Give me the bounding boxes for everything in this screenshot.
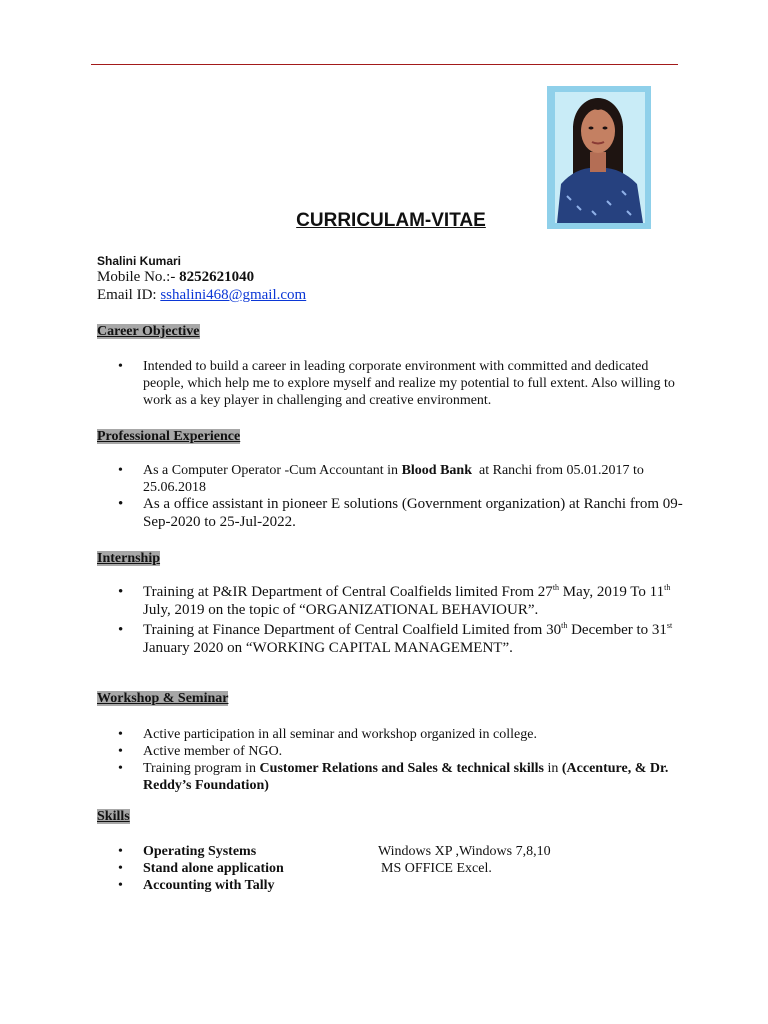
skills-heading-text: Skills	[97, 809, 130, 824]
internship-1-text-a: Training at P&IR Department of Central Coalfields limited From 27	[143, 584, 553, 600]
internship-2-text-c: January 2020 on “WORKING CAPITAL MANAGEMENT”.	[143, 639, 513, 656]
bullet-icon: •	[118, 496, 124, 512]
internship-list	[118, 583, 688, 657]
internship-2-sup-1: th	[561, 621, 568, 630]
list-item	[118, 760, 688, 794]
bullet-icon: •	[118, 584, 124, 600]
list-item	[118, 583, 688, 619]
experience-1-suffix: at Ranchi from 05.01.2017 to 25.06.2018	[143, 463, 644, 495]
bullet-icon: •	[118, 844, 123, 859]
internship-2-sup-2: st	[666, 621, 673, 630]
internship-1-text-b: May, 2019 To 11	[562, 584, 665, 600]
workshop-heading	[97, 691, 228, 707]
internship-heading	[97, 551, 160, 567]
list-item	[118, 621, 688, 657]
internship-1-sup-1: th	[552, 583, 560, 592]
workshop-2-text: Active member of NGO.	[143, 744, 283, 759]
bullet-icon: •	[118, 744, 123, 759]
list-item	[118, 462, 648, 496]
career-objective-text: Intended to build a career in leading corporate environment with committed and dedicated people, which help me to explore myself and realize my potential to full extent. Also willing to work as a key player in challenging and creative environment.	[143, 359, 675, 408]
skill-value: Windows XP ,Windows 7,8,10	[378, 844, 551, 859]
skill-value: MS OFFICE Excel.	[381, 861, 492, 876]
career-objective-list	[118, 358, 688, 409]
list-item	[118, 743, 688, 760]
experience-2-text: As a office assistant in pioneer E solutions (Government organization) at Ranchi from 09-Sep-2020 to 25-Jul-2022.	[143, 496, 683, 530]
mobile-line	[97, 269, 254, 286]
bullet-icon: •	[118, 359, 123, 374]
career-objective-heading	[97, 324, 200, 340]
skill-label: Operating Systems	[143, 844, 257, 859]
document-title: CURRICULAM-VITAE	[296, 210, 486, 231]
workshop-3-bold2: (Accenture, & Dr. Reddy’s Foundation)	[143, 761, 669, 793]
bullet-icon: •	[118, 878, 123, 893]
header-rule	[91, 64, 678, 65]
skill-label: Accounting with Tally	[143, 878, 275, 893]
list-item	[118, 496, 688, 531]
internship-1-text-c: July, 2019 on the topic of “ORGANIZATIONAL BEHAVIOUR”.	[143, 601, 539, 618]
professional-experience-heading-text: Professional Experience	[97, 429, 241, 444]
internship-heading-text: Internship	[97, 551, 161, 566]
email-label: Email ID:	[97, 287, 157, 303]
list-item	[118, 726, 688, 743]
internship-2-text-a: Training at Finance Department of Central Coalfield Limited from 30	[143, 622, 562, 638]
bullet-icon: •	[118, 861, 123, 876]
experience-1-prefix: As a Computer Operator -Cum Accountant in	[143, 463, 399, 478]
bullet-icon: •	[118, 463, 123, 478]
workshop-3-mid: in	[547, 761, 559, 776]
email-line	[97, 287, 306, 304]
experience-1-org: Blood Bank	[401, 463, 472, 478]
workshop-1-text: Active participation in all seminar and workshop organized in college.	[143, 727, 537, 742]
list-item	[118, 860, 688, 877]
skills-heading	[97, 809, 130, 825]
workshop-3-bold: Customer Relations and Sales & technical skills	[259, 761, 544, 776]
list-item	[118, 877, 688, 894]
internship-2-text-b: December to 31	[571, 622, 667, 638]
bullet-icon: •	[118, 727, 123, 742]
mobile-label: Mobile No.:-	[97, 269, 176, 285]
career-objective-heading-text: Career Objective	[97, 324, 200, 339]
workshop-list	[118, 726, 688, 794]
list-item	[118, 843, 688, 860]
professional-experience-list	[118, 462, 688, 531]
skill-label: Stand alone application	[143, 861, 284, 876]
candidate-name: Shalini Kumari	[97, 254, 182, 268]
skills-list	[118, 843, 688, 894]
email-link[interactable]: sshalini468@gmail.com	[160, 287, 307, 303]
professional-experience-heading	[97, 429, 240, 445]
profile-photo	[547, 86, 651, 229]
workshop-3-prefix: Training program in	[143, 761, 257, 776]
workshop-heading-text: Workshop & Seminar	[97, 691, 229, 706]
bullet-icon: •	[118, 622, 124, 638]
list-item	[118, 358, 688, 409]
profile-photo-image	[547, 86, 651, 229]
bullet-icon: •	[118, 761, 123, 776]
internship-1-sup-2: th	[664, 583, 671, 592]
mobile-number: 8252621040	[179, 269, 255, 285]
